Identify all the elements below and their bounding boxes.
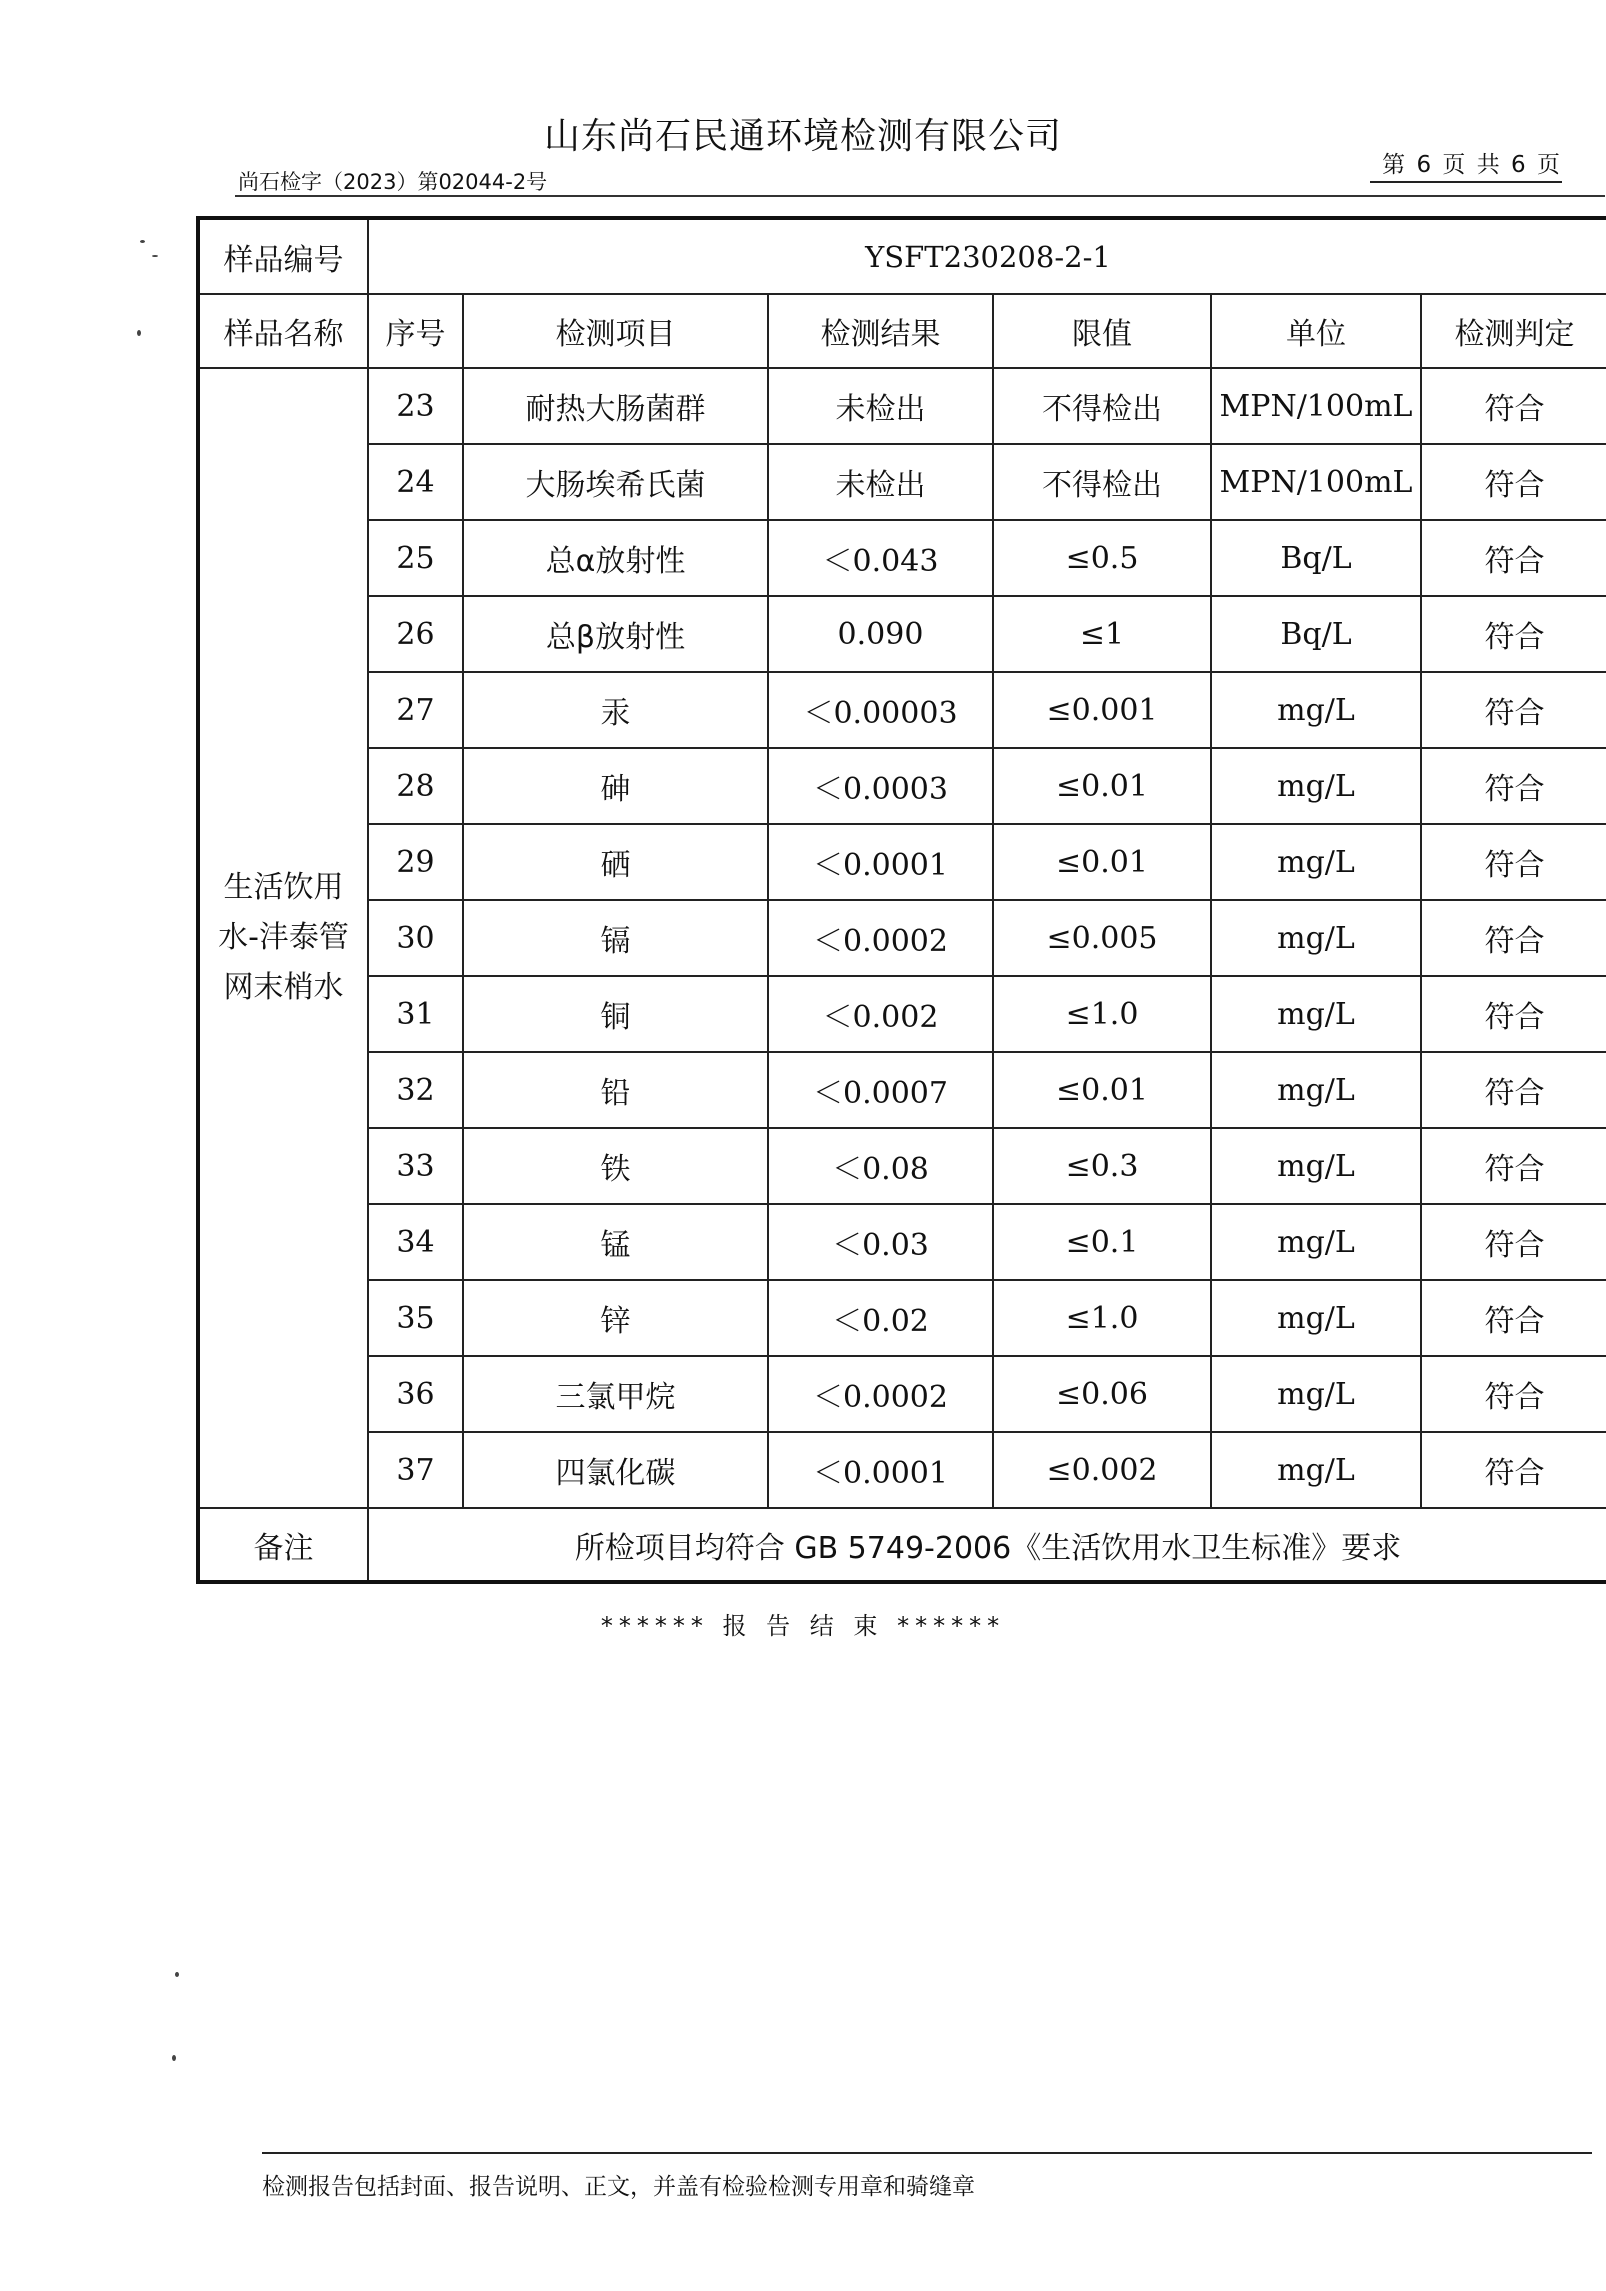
sample-no-value: YSFT230208-2-1 [368,218,1606,294]
unit-cell: mg/L [1211,1356,1421,1432]
sample-no-label: 样品编号 [198,218,368,294]
limit-cell: 不得检出 [993,368,1211,444]
limit-cell: ≤0.01 [993,748,1211,824]
seq-cell: 31 [368,976,463,1052]
limit-cell: ≤0.06 [993,1356,1211,1432]
header-sample-name: 样品名称 [198,294,368,368]
seq-cell: 33 [368,1128,463,1204]
seq-cell: 24 [368,444,463,520]
result-cell: ＜0.0007 [768,1052,993,1128]
results-table [196,216,1606,1584]
result-cell: ＜0.08 [768,1128,993,1204]
seq-cell: 37 [368,1432,463,1508]
table-row [198,1052,1606,1128]
item-cell: 镉 [463,900,768,976]
judgement-cell: 符合 [1421,1280,1606,1356]
judgement-cell: 符合 [1421,444,1606,520]
table-row [198,900,1606,976]
result-cell: 未检出 [768,444,993,520]
unit-cell: mg/L [1211,1432,1421,1508]
limit-cell: ≤0.1 [993,1204,1211,1280]
item-cell: 硒 [463,824,768,900]
seq-cell: 36 [368,1356,463,1432]
header-seq: 序号 [368,294,463,368]
result-cell: 未检出 [768,368,993,444]
table-row [198,1128,1606,1204]
table-row [198,368,1606,444]
judgement-cell: 符合 [1421,1128,1606,1204]
item-cell: 大肠埃希氏菌 [463,444,768,520]
header-result: 检测结果 [768,294,993,368]
table-row [198,976,1606,1052]
footer-note: 检测报告包括封面、报告说明、正文，并盖有检验检测专用章和骑缝章 [262,2174,975,2200]
result-cell: ＜0.0001 [768,1432,993,1508]
unit-cell: mg/L [1211,900,1421,976]
table-row [198,748,1606,824]
judgement-cell: 符合 [1421,1204,1606,1280]
header-item: 检测项目 [463,294,768,368]
limit-cell: 不得检出 [993,444,1211,520]
result-cell: ＜0.02 [768,1280,993,1356]
table-row [198,672,1606,748]
judgement-cell: 符合 [1421,900,1606,976]
seq-cell: 28 [368,748,463,824]
item-cell: 铁 [463,1128,768,1204]
table-row [198,444,1606,520]
result-cell: ＜0.0001 [768,824,993,900]
header-limit: 限值 [993,294,1211,368]
item-cell: 铜 [463,976,768,1052]
seq-cell: 32 [368,1052,463,1128]
table-row [198,596,1606,672]
seq-cell: 23 [368,368,463,444]
unit-cell: Bq/L [1211,520,1421,596]
table-row [198,1356,1606,1432]
unit-cell: Bq/L [1211,596,1421,672]
result-cell: ＜0.03 [768,1204,993,1280]
result-cell: ＜0.0002 [768,1356,993,1432]
scan-speck [152,255,158,257]
limit-cell: ≤0.01 [993,824,1211,900]
limit-cell: ≤0.001 [993,672,1211,748]
seq-cell: 25 [368,520,463,596]
remark-text: 所检项目均符合 GB 5749-2006《生活饮用水卫生标准》要求 [368,1508,1606,1582]
judgement-cell: 符合 [1421,824,1606,900]
table-row [198,520,1606,596]
column-header-row [198,294,1606,368]
judgement-cell: 符合 [1421,1432,1606,1508]
scan-speck [137,330,141,336]
seq-cell: 27 [368,672,463,748]
judgement-cell: 符合 [1421,748,1606,824]
unit-cell: mg/L [1211,672,1421,748]
report-number: 尚石检字（2023）第02044-2号 [238,170,548,194]
unit-cell: mg/L [1211,1128,1421,1204]
sample-no-row [198,218,1606,294]
limit-cell: ≤0.3 [993,1128,1211,1204]
result-cell: ＜0.00003 [768,672,993,748]
limit-cell: ≤0.005 [993,900,1211,976]
item-cell: 锌 [463,1280,768,1356]
result-cell: ＜0.043 [768,520,993,596]
report-end-mark: ****** 报 告 结 束 ****** [600,1612,1006,1640]
item-cell: 汞 [463,672,768,748]
seq-cell: 29 [368,824,463,900]
table-row [198,1204,1606,1280]
limit-cell: ≤1.0 [993,976,1211,1052]
item-cell: 铅 [463,1052,768,1128]
item-cell: 总α放射性 [463,520,768,596]
header-unit: 单位 [1211,294,1421,368]
judgement-cell: 符合 [1421,672,1606,748]
footer-rule [262,2152,1592,2154]
limit-cell: ≤0.01 [993,1052,1211,1128]
unit-cell: mg/L [1211,1052,1421,1128]
remark-row [198,1508,1606,1582]
result-cell: 0.090 [768,596,993,672]
unit-cell: mg/L [1211,1204,1421,1280]
judgement-cell: 符合 [1421,596,1606,672]
result-cell: ＜0.0002 [768,900,993,976]
unit-cell: mg/L [1211,1280,1421,1356]
judgement-cell: 符合 [1421,368,1606,444]
item-cell: 锰 [463,1204,768,1280]
limit-cell: ≤1.0 [993,1280,1211,1356]
judgement-cell: 符合 [1421,976,1606,1052]
company-title: 山东尚石民通环境检测有限公司 [543,116,1062,157]
unit-cell: MPN/100mL [1211,444,1421,520]
limit-cell: ≤0.002 [993,1432,1211,1508]
limit-cell: ≤0.5 [993,520,1211,596]
seq-cell: 30 [368,900,463,976]
header-rule [235,195,1605,197]
sample-name-cell: 生活饮用水-沣泰管网末梢水 [198,368,368,1508]
scan-speck [140,240,145,243]
item-cell: 砷 [463,748,768,824]
page-info-underline [1370,181,1562,183]
unit-cell: mg/L [1211,976,1421,1052]
unit-cell: MPN/100mL [1211,368,1421,444]
scan-speck [172,2055,176,2061]
remark-label: 备注 [198,1508,368,1582]
item-cell: 三氯甲烷 [463,1356,768,1432]
seq-cell: 35 [368,1280,463,1356]
table-row [198,1432,1606,1508]
table-row [198,1280,1606,1356]
header-judgement: 检测判定 [1421,294,1606,368]
item-cell: 总β放射性 [463,596,768,672]
item-cell: 四氯化碳 [463,1432,768,1508]
unit-cell: mg/L [1211,748,1421,824]
scan-speck [175,1972,179,1977]
seq-cell: 34 [368,1204,463,1280]
item-cell: 耐热大肠菌群 [463,368,768,444]
limit-cell: ≤1 [993,596,1211,672]
table-row [198,824,1606,900]
seq-cell: 26 [368,596,463,672]
judgement-cell: 符合 [1421,1052,1606,1128]
result-cell: ＜0.0003 [768,748,993,824]
result-cell: ＜0.002 [768,976,993,1052]
judgement-cell: 符合 [1421,520,1606,596]
page-info: 第 6 页 共 6 页 [1382,152,1562,178]
judgement-cell: 符合 [1421,1356,1606,1432]
unit-cell: mg/L [1211,824,1421,900]
